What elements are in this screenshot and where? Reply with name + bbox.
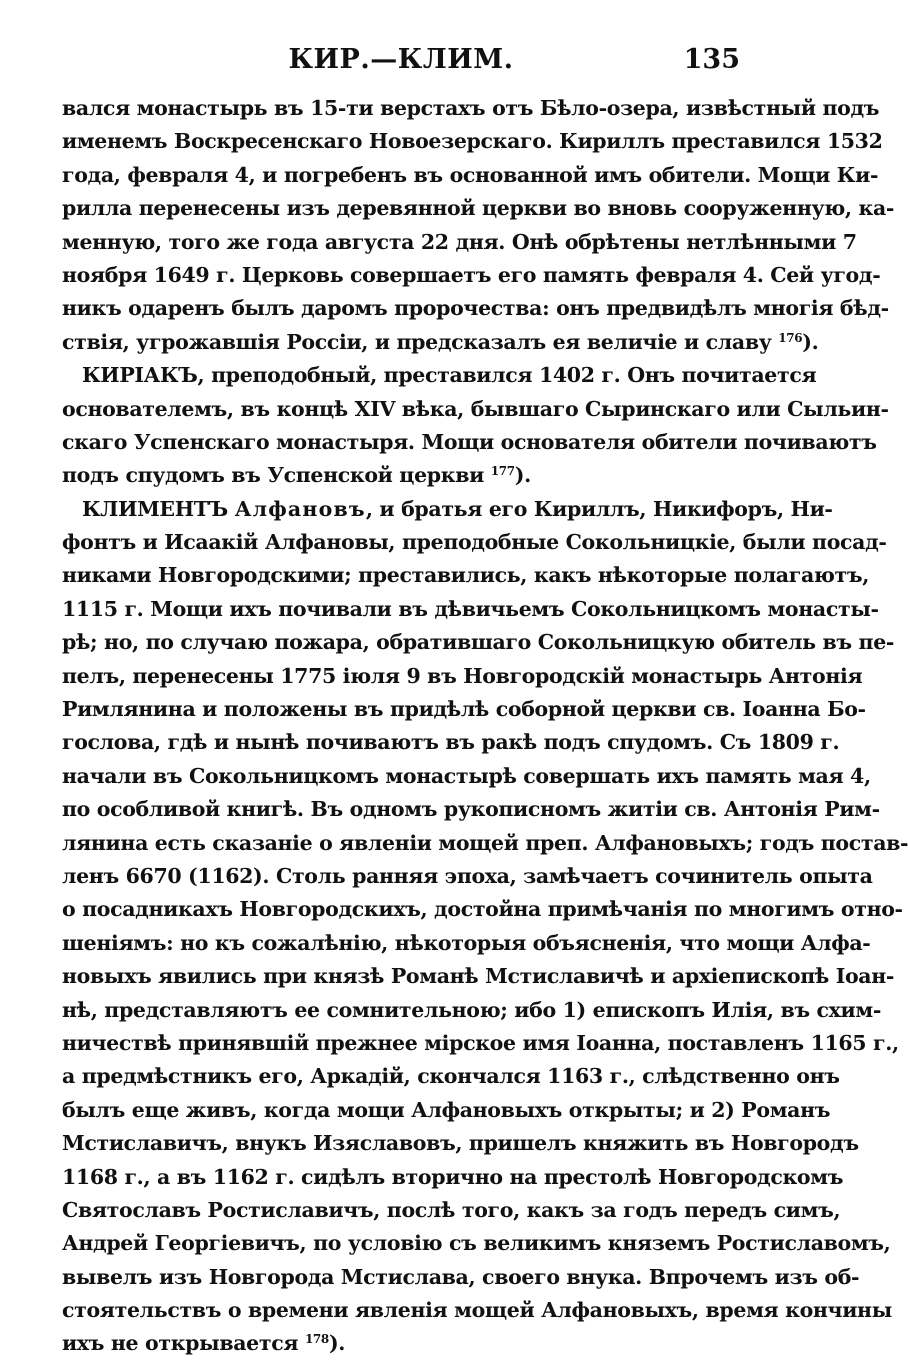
text-line xyxy=(62,92,880,125)
text-line xyxy=(62,1094,831,1127)
text-line xyxy=(62,1327,740,1360)
text-line xyxy=(62,693,866,726)
text-line xyxy=(62,860,873,893)
text-segment: о посадникахъ Новгородскихъ, достойна примѣчанія по многимъ отно- xyxy=(62,897,903,922)
text-segment: ничествѣ принявшій прежнее мірское имя Іоанна, поставленъ 1165 г., xyxy=(62,1030,899,1055)
text-line xyxy=(62,192,895,225)
text-line xyxy=(62,1127,859,1160)
text-line xyxy=(62,660,863,693)
text-segment: КИРІАКЪ xyxy=(82,363,198,388)
text-segment: нѣ, представляютъ ее сомнительною; ибо 1) епископъ Илія, въ схим- xyxy=(62,997,882,1022)
text-line xyxy=(62,760,871,793)
text-line xyxy=(62,259,881,292)
text-line xyxy=(62,1060,840,1093)
text-segment: стоятельствъ о времени явленія мощей Алфановыхъ, время кончины xyxy=(62,1298,892,1323)
text-segment: никами Новгородскими; преставились, какъ нѣкоторые полагаютъ, xyxy=(62,563,870,588)
text-segment: а предмѣстникъ его, Аркадій, скончался 1163 г., слѣдственно онъ xyxy=(62,1064,840,1089)
text-segment: Мстиславичъ, внукъ Изяславовъ, пришелъ княжить въ Новгородъ xyxy=(62,1131,859,1156)
text-line xyxy=(62,726,840,759)
text-segment: рѣ; но, по случаю пожара, обратившаго Сокольницкую обитель въ пе- xyxy=(62,630,895,655)
text-line xyxy=(62,125,883,158)
text-line xyxy=(62,159,879,192)
text-segment: менную, того же года августа 22 дня. Онѣ обрѣтены нетлѣнными 7 xyxy=(62,229,857,254)
text-segment: КЛИМЕНТЪ xyxy=(82,496,235,521)
text-segment: , и братья его Кириллъ, Никифоръ, Ни- xyxy=(365,496,833,521)
text-line xyxy=(62,1261,860,1294)
text-segment: вался монастырь въ 15-ти верстахъ отъ Бѣло-озера, извѣстный подъ xyxy=(62,96,880,120)
text-line xyxy=(62,326,819,359)
text-segment: , преподобный, преставился 1402 г. Онъ почитается xyxy=(197,363,817,388)
text-line xyxy=(62,226,857,259)
text-segment: года, февраля 4, и погребенъ въ основанной имъ обители. Мощи Ки- xyxy=(62,162,879,187)
text-line xyxy=(62,626,895,659)
text-line xyxy=(62,593,879,626)
text-line xyxy=(62,927,871,960)
body-text xyxy=(62,92,908,1361)
text-segment: 1168 г., а въ 1162 г. сидѣлъ вторично на престолѣ Новгородскомъ xyxy=(62,1164,844,1189)
text-line xyxy=(62,827,908,860)
footnote-ref: 176 xyxy=(778,330,803,345)
text-line xyxy=(62,493,833,526)
page-number: 135 xyxy=(683,44,740,75)
text-line xyxy=(62,960,895,993)
text-segment: лянина есть сказаніе о явленіи мощей преп. Алфановыхъ; годъ постав- xyxy=(62,830,908,855)
text-segment: 1115 г. Мощи ихъ почивали въ дѣвичьемъ Сокольницкомъ монасты- xyxy=(62,596,879,621)
text-line xyxy=(62,292,889,325)
text-segment: никъ одаренъ былъ даромъ пророчества: онъ предвидѣлъ многія бѣд- xyxy=(62,296,889,321)
text-line xyxy=(62,893,903,926)
footnote-ref: 177 xyxy=(490,464,515,479)
text-segment: былъ еще живъ, когда мощи Алфановыхъ открыты; и 2) Романъ xyxy=(62,1097,831,1122)
text-line xyxy=(62,393,889,426)
text-segment: ). xyxy=(802,329,819,354)
text-segment: ). xyxy=(514,463,531,488)
text-segment: шеніямъ: но къ сожалѣнію, нѣкоторыя объясненія, что мощи Алфа- xyxy=(62,930,871,955)
text-line xyxy=(62,459,740,492)
text-segment: Алфановъ xyxy=(234,496,366,521)
text-line xyxy=(62,994,882,1027)
text-line xyxy=(62,1027,899,1060)
text-line xyxy=(62,559,870,592)
text-segment: рилла перенесены изъ деревянной церкви во вновь сооруженную, ка- xyxy=(62,196,895,221)
text-line xyxy=(62,1294,892,1327)
text-segment: пелъ, перенесены 1775 іюля 9 въ Новгородскій монастырь Антонія xyxy=(62,663,863,688)
text-segment: подъ спудомъ въ Успенской церкви xyxy=(62,463,491,488)
text-line xyxy=(62,793,880,826)
text-segment: фонтъ и Исаакій Алфановы, преподобные Сокольницкіе, были посад- xyxy=(62,530,887,555)
text-segment: вывелъ изъ Новгорода Мстислава, своего внука. Впрочемъ изъ об- xyxy=(62,1264,860,1289)
text-segment: ленъ 6670 (1162). Столь ранняя эпоха, замѣчаетъ сочинитель опыта xyxy=(62,863,873,888)
text-segment: Андрей Георгіевичъ, по условію съ великимъ княземъ Ростиславомъ, xyxy=(62,1231,891,1256)
text-segment: по особливой книгѣ. Въ одномъ рукописномъ житіи св. Антонія Рим- xyxy=(62,797,880,822)
page-header xyxy=(62,44,740,84)
text-line xyxy=(62,526,887,559)
text-line xyxy=(62,359,817,392)
text-line xyxy=(62,1227,891,1260)
text-segment: гослова, гдѣ и нынѣ почиваютъ въ ракѣ подъ спудомъ. Съ 1809 г. xyxy=(62,730,840,755)
text-segment: новыхъ явились при князѣ Романѣ Мстиславичѣ и архіепископѣ Іоан- xyxy=(62,964,895,989)
text-segment: ихъ не открывается xyxy=(62,1331,305,1356)
footnote-ref: 178 xyxy=(304,1332,329,1347)
text-segment: именемъ Воскресенскаго Новоезерскаго. Кириллъ преставился 1532 xyxy=(62,129,883,154)
text-segment: ствія, угрожавшія Россіи, и предсказалъ ея величіе и славу xyxy=(62,329,779,354)
text-line xyxy=(62,1194,841,1227)
text-segment: начали въ Сокольницкомъ монастырѣ совершать ихъ память мая 4, xyxy=(62,763,871,788)
text-line xyxy=(62,426,877,459)
text-segment: ). xyxy=(328,1331,346,1356)
text-segment: скаго Успенскаго монастыря. Мощи основателя обители почиваютъ xyxy=(62,429,877,454)
text-segment: ноября 1649 г. Церковь совершаетъ его память февраля 4. Сей угод- xyxy=(62,262,881,287)
running-title: КИР.—КЛИМ. xyxy=(288,44,514,75)
text-line xyxy=(62,1161,844,1194)
text-segment: основателемъ, въ концѣ XIV вѣка, бывшаго Сыринскаго или Сыльин- xyxy=(62,396,889,421)
text-segment: Святославъ Ростиславичъ, послѣ того, какъ за годъ передъ симъ, xyxy=(62,1197,841,1222)
text-segment: Римлянина и положены въ придѣлѣ соборной церкви св. Іоанна Бо- xyxy=(62,697,866,722)
